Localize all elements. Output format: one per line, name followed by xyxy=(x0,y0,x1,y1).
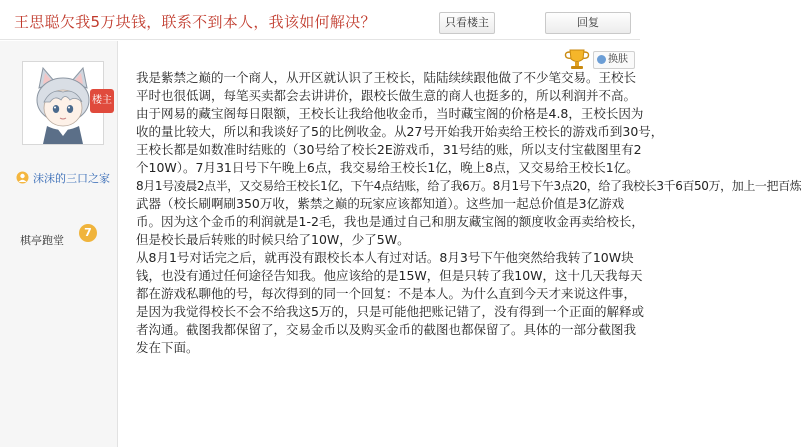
post-line: 收的量比较大，所以和我谈好了5的比例收金。从27号开始我开始卖给王校长的游戏币到30号， xyxy=(136,124,664,139)
post-line: 是因为我觉得校长不会不给我这5万的，只是可能他把账记错了，没有得到一个正面的解释或 xyxy=(136,304,644,319)
post-line: 但是校长最后转账的时候只给了10W，少了5W。 xyxy=(136,232,410,247)
post-line: 我是紫禁之巅的一个商人，从开区就认识了王校长，陆陆续续跟他做了不少笔交易。王校长 xyxy=(136,70,637,85)
change-skin-label: 换肤 xyxy=(608,54,628,65)
post-line: 个10W）。7月31日号下午晚上6点，我交易给王校长1亿，晚上8点，又交易给王校长1亿。 xyxy=(136,160,639,175)
only-view-owner-button[interactable]: 只看楼主 xyxy=(439,12,495,34)
thread-title-bar xyxy=(0,0,640,40)
post-line: 8月1号凌晨2点半，又交易给王校长1亿，下午4点结账，给了我6万。8月1号下午3点20，给了我校长3千6百50万，加上一把百炼 xyxy=(136,179,801,193)
post-line: 王校长都是如数准时结账的（30号给了校长2E游戏币，31号结的账，所以支付宝截图里有2 xyxy=(136,142,642,157)
post-line: 平时也很低调，每笔买卖都会去讲讲价，跟校长做生意的商人也挺多的，所以利润并不高。 xyxy=(136,88,637,103)
user-level-icon xyxy=(16,171,29,184)
member-level-badge: 7 xyxy=(79,224,97,242)
post-line: 武器（校长刷啊刷350万收，紫禁之巅的玩家应该都知道）。这些加一起总价值是3亿游戏 xyxy=(136,196,625,211)
change-skin-button[interactable] xyxy=(593,51,635,69)
author-panel xyxy=(0,41,118,447)
post-line: 者沟通。截图我都保留了，交易金币以及购买金币的截图也都保留了。具体的一部分截图我 xyxy=(136,322,637,337)
post-body xyxy=(136,69,801,357)
post-line: 币。因为这个金币的利润就是1-2毛，我也是通过自己和朋友藏宝阁的额度收金再卖给校长， xyxy=(136,214,644,229)
thread-owner-badge: 楼主 xyxy=(90,89,114,113)
trophy-icon[interactable] xyxy=(562,47,592,71)
post-line: 由于网易的藏宝阁每日限额，王校长让我给他收金币，当时藏宝阁的价格是4.8，王校长因为 xyxy=(136,106,644,121)
reply-button[interactable]: 回复 xyxy=(545,12,631,34)
thread-title: 王思聪欠我5万块钱，联系不到本人，我该如何解决？ xyxy=(14,13,376,31)
post-line: 钱，也没有通过任何途径告知我。他应该给的是15W，但是只转了我10W，这十几天我每天 xyxy=(136,268,643,283)
post-line: 从8月1号对话完之后，就再没有跟校长本人有过对话。8月3号下午他突然给我转了10W块 xyxy=(136,250,634,265)
author-username[interactable]: 沫沫的三口之家 xyxy=(33,172,110,185)
bar-member-title: 棋亭跑堂 xyxy=(20,234,64,247)
post-content-area xyxy=(118,41,801,447)
skin-palette-icon xyxy=(597,55,606,64)
post-line: 发在下面。 xyxy=(136,340,199,355)
post-line: 都在游戏私聊他的号，每次得到的同一个回复：不是本人。为什么直到今天才来说这件事， xyxy=(136,286,637,301)
